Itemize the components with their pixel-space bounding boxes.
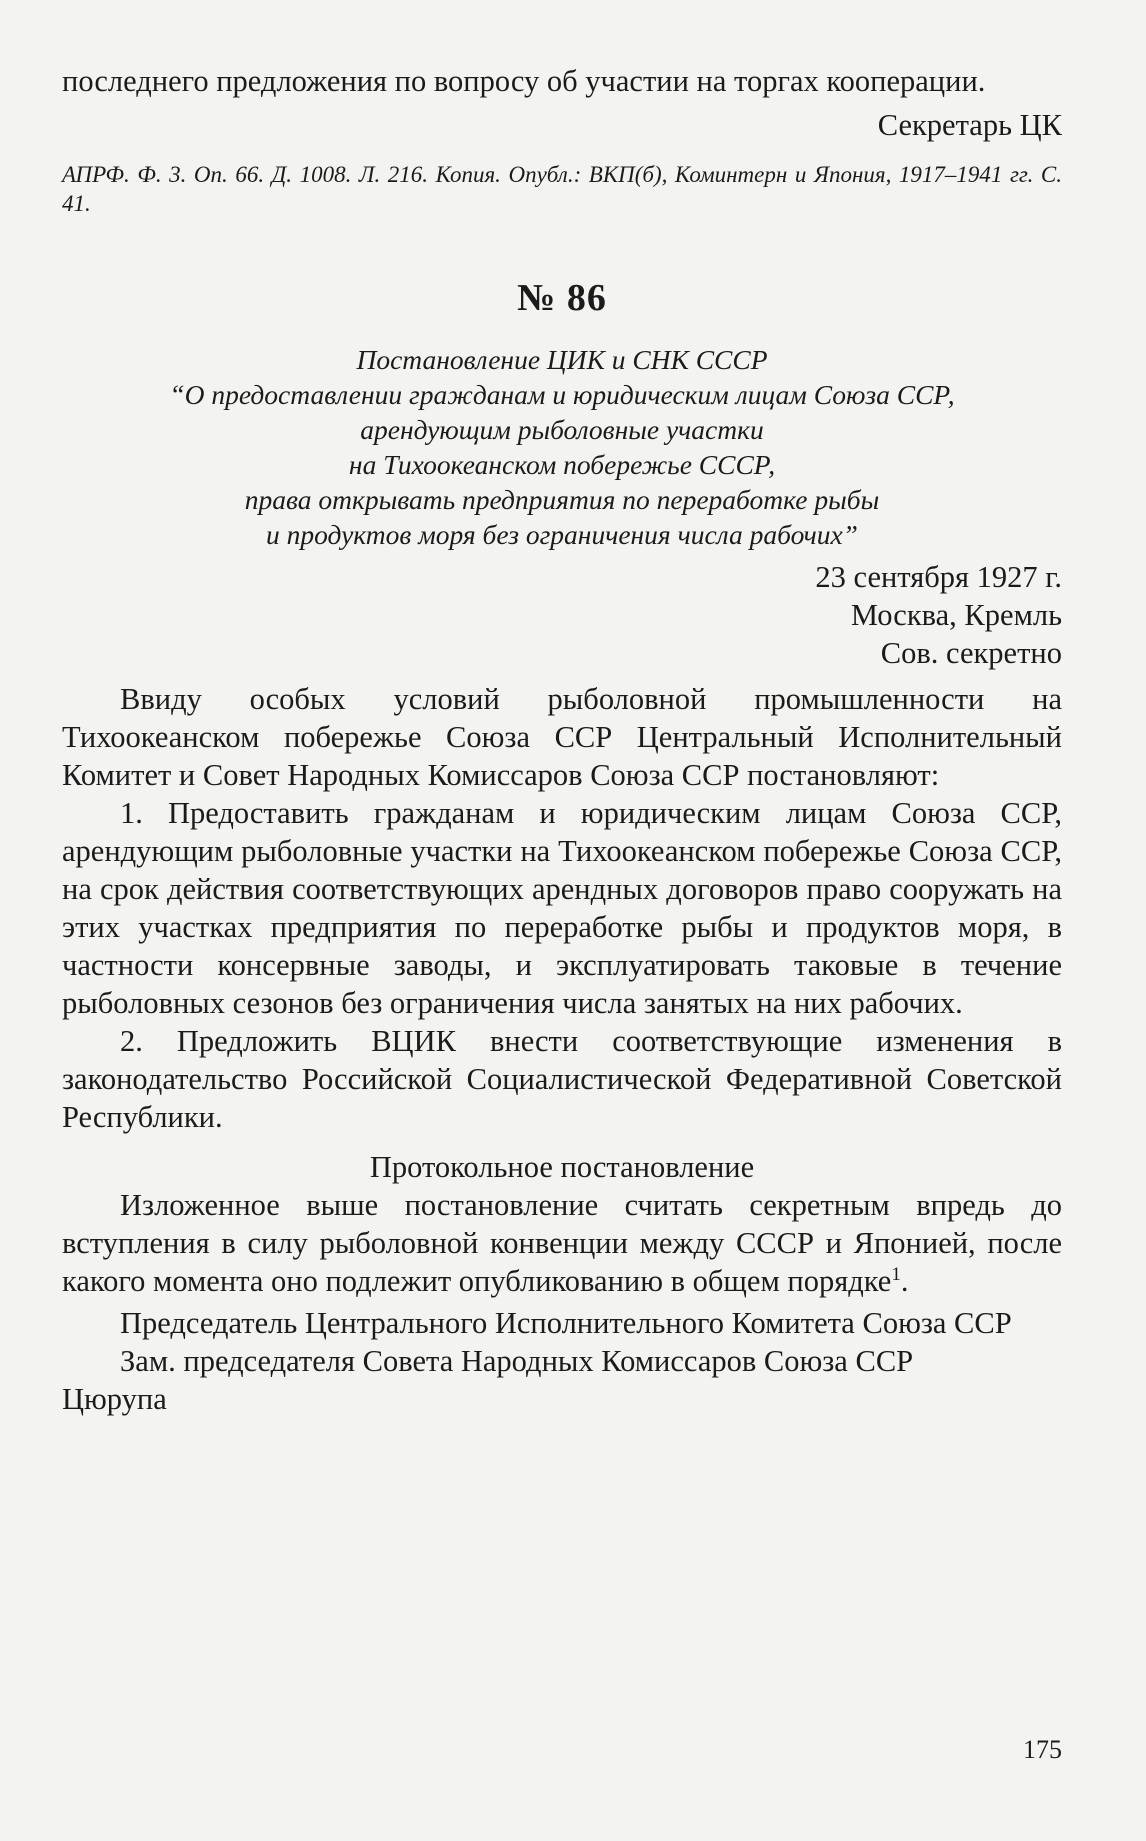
point-2-paragraph: 2. Предложить ВЦИК внести соответствующие изменения в законодательство Российской Социалистической Федеративной Советской Республики. xyxy=(62,1024,1062,1134)
protocol-text: Изложенное выше постановление считать секретным впредь до вступления в силу рыболовной конвенции между СССР и Японией, после какого момента оно подлежит опубликованию в общем порядке xyxy=(62,1188,1062,1298)
title-line: арендующим рыболовные участки xyxy=(360,414,764,445)
point-1-paragraph: 1. Предоставить гражданам и юридическим лицам Союза ССР, арендующим рыболовные участки на Тихоокеанском побережье Союза ССР, на срок действия соответствующих арендных договоров право сооружать на этих участках предприятия по переработке рыбы и продуктов моря, в частности консервные заводы, и эксплуатировать таковые в течение рыболовных сезонов без ограничения числа занятых на них рабочих. xyxy=(62,796,1062,1020)
footnote-marker[interactable]: 1 xyxy=(891,1263,901,1285)
signatory-2-title: Зам. председателя Совета Народных Комиссаров Союза ССР xyxy=(120,1344,914,1378)
preamble-paragraph: Ввиду особых условий рыболовной промышленности на Тихоокеанском побережье Союза ССР Центральный Исполнительный Комитет и Совет Народных Комиссаров Союза ССР постановляют: xyxy=(62,682,1062,792)
protocol-heading: Протокольное постановление xyxy=(369,1150,755,1184)
document-number: № 86 xyxy=(517,277,607,319)
page-number: 175 xyxy=(1023,1735,1062,1764)
document-page xyxy=(62,62,1062,1418)
title-line: права открывать предприятия по переработке рыбы xyxy=(244,484,880,515)
title-line: Постановление ЦИК и СНК СССР xyxy=(356,344,768,375)
continuation-paragraph: последнего предложения по вопросу об участии на торгах кооперации. xyxy=(62,64,986,98)
title-line: и продуктов моря без ограничения числа рабочих” xyxy=(266,519,858,550)
classification-mark: Сов. секретно xyxy=(880,636,1062,670)
title-line: “О предоставлении гражданам и юридическим лицам Союза ССР, xyxy=(169,379,955,410)
archival-reference: АПРФ. Ф. 3. Оп. 66. Д. 1008. Л. 216. Копия. Опубл.: ВКП(б), Коминтерн и Япония, 1917–1941 гг. С. 41. xyxy=(62,162,1062,216)
protocol-end: . xyxy=(900,1264,909,1298)
protocol-paragraph xyxy=(62,1186,1062,1300)
document-date: 23 сентября 1927 г. xyxy=(815,560,1062,594)
date-place-block xyxy=(62,558,1062,672)
title-line: на Тихоокеанском побережье СССР, xyxy=(348,449,776,480)
signatory-2-name: Цюрупа xyxy=(62,1382,167,1416)
document-title xyxy=(62,342,1062,552)
document-place: Москва, Кремль xyxy=(850,598,1062,632)
previous-signature: Секретарь ЦК xyxy=(877,108,1062,142)
signatory-1: Председатель Центрального Исполнительного Комитета Союза ССР xyxy=(120,1306,1012,1340)
